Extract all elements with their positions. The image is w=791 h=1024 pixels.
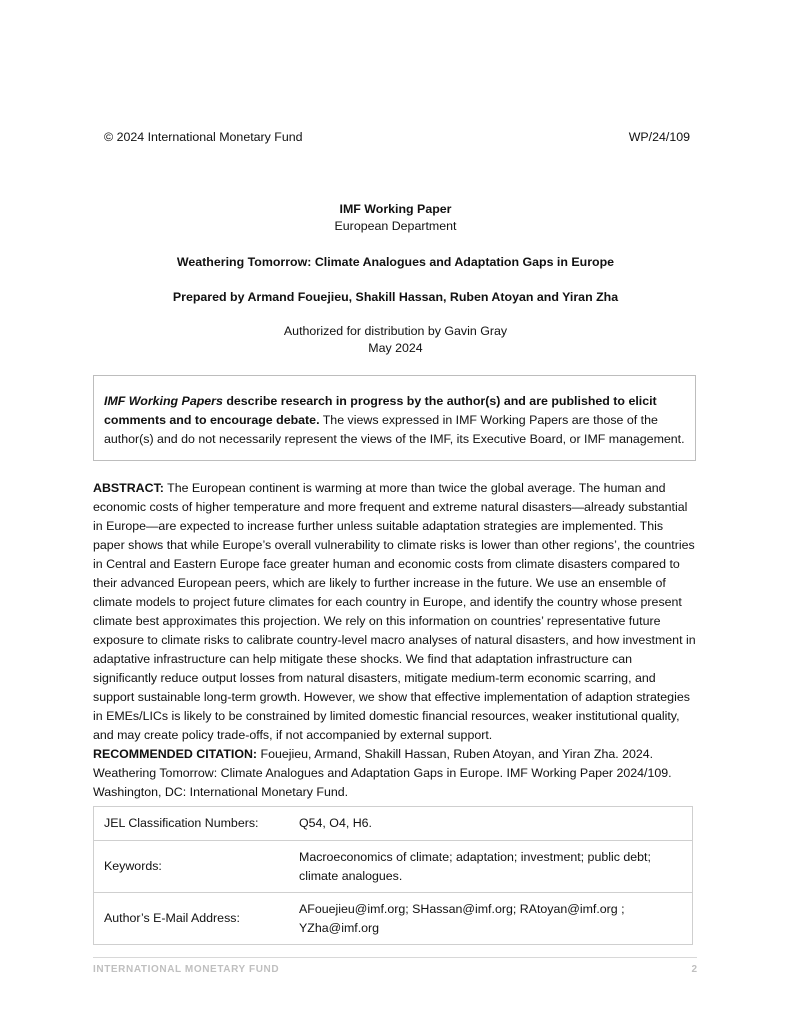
- footer-org: INTERNATIONAL MONETARY FUND: [93, 964, 280, 975]
- abstract-text: The European continent is warming at more than twice the global average. The human and economic costs of higher temperature and more frequent and extreme natural disasters—already substantial in Europe—are expected to increase further unless suitable adaptation strategies are implemented. This paper shows that while Europe’s overall vulnerability to climate risks is lower than other regions’, the countries in Central and Eastern Europe face greater human and economic costs from climate disasters compared to their advanced European peers, which are likely to further increase in the future. We use an ensemble of climate models to project future climates for each country in Europe, and identify the country whose present climate best approximates this projection. We rely on this information on countries’ representative future exposure to climate risks to calibrate country-level macro analyses of natural disasters, and how investment in adaptative infrastructure can help mitigate these shocks. We find that adaptation infrastructure can significantly reduce output losses from natural disasters, mitigate medium-term economic scarring, and support sustainable long-term growth. However, we show that effective implementation of adaption strategies in EMEs/LICs is likely to be constrained by limited domestic financial resources, weaker institutional quality, and may create policy trade-offs, if not accompanied by external support.: [93, 481, 696, 742]
- disclaimer-box: [93, 375, 696, 461]
- authorization-line: Authorized for distribution by Gavin Gray: [283, 324, 508, 338]
- publication-date: May 2024: [368, 341, 423, 355]
- department: European Department: [334, 219, 457, 233]
- authors-line: Prepared by Armand Fouejieu, Shakill Hassan, Ruben Atoyan and Yiran Zha: [172, 290, 619, 304]
- abstract: [93, 479, 697, 745]
- paper-info-table: [93, 806, 693, 945]
- keywords-label: Keywords:: [94, 841, 299, 893]
- table-row: [94, 841, 693, 893]
- recommended-citation: [93, 745, 697, 802]
- jel-value: Q54, O4, H6.: [298, 807, 693, 841]
- series-title: IMF Working Paper: [339, 202, 452, 216]
- abstract-label: ABSTRACT:: [93, 481, 164, 495]
- paper-number: WP/24/109: [628, 130, 690, 144]
- copyright-notice: © 2024 International Monetary Fund: [104, 130, 303, 144]
- email-label: Author’s E-Mail Address:: [94, 893, 299, 945]
- disclaimer-series-name: IMF Working Papers: [104, 394, 223, 408]
- disclaimer-text: The views expressed in IMF Working Papers are those of the author(s) and do not necessarily represent the views of the IMF, its Executive Board, or IMF management.: [104, 413, 685, 446]
- jel-label: JEL Classification Numbers:: [94, 807, 299, 841]
- footer-divider: [93, 957, 697, 958]
- keywords-value: Macroeconomics of climate; adaptation; investment; public debt; climate analogues.: [298, 841, 693, 893]
- table-row: [94, 807, 693, 841]
- disclaimer-bold-text: describe research in progress by the author(s) and are published to elicit comments and to encourage debate.: [104, 394, 657, 427]
- table-row: [94, 893, 693, 945]
- page-number: 2: [691, 964, 697, 975]
- citation-label: RECOMMENDED CITATION:: [93, 747, 258, 761]
- citation-text: Fouejieu, Armand, Shakill Hassan, Ruben Atoyan, and Yiran Zha. 2024. Weathering Tomorrow: Climate Analogues and Adaptation Gaps in Europe. IMF Working Paper 2024/109. Washington, DC: International Monetary Fund.: [93, 747, 672, 799]
- paper-title: Weathering Tomorrow: Climate Analogues and Adaptation Gaps in Europe: [176, 255, 615, 269]
- email-value: AFouejieu@imf.org; SHassan@imf.org; RAtoyan@imf.org ; YZha@imf.org: [298, 893, 693, 945]
